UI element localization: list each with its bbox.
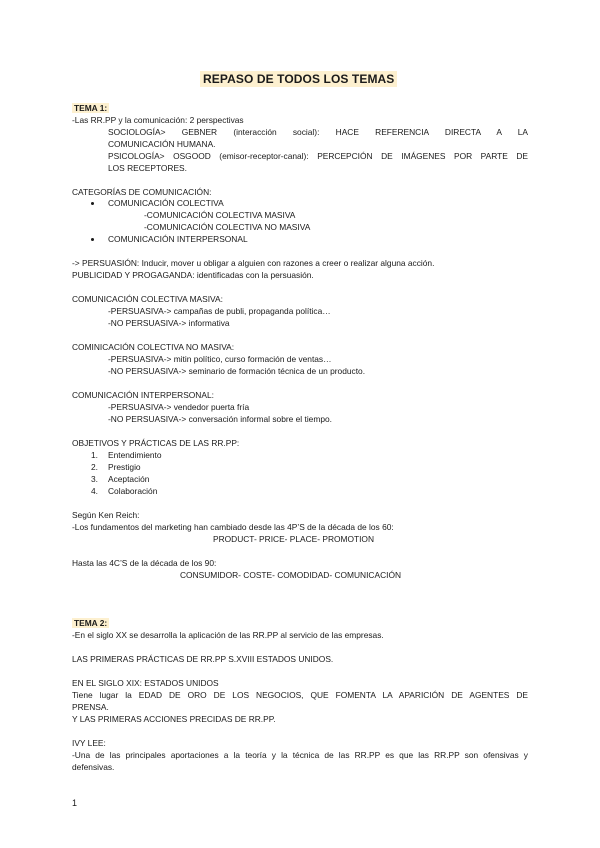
categoria-no-masiva: -COMUNICACIÓN COLECTIVA NO MASIVA <box>144 222 311 232</box>
objetivo-number: 4. <box>91 486 98 496</box>
primeras-practicas: LAS PRIMERAS PRÁCTICAS DE RR.PP S.XVIII ESTADOS UNIDOS. <box>72 654 334 664</box>
reich-heading: Según Ken Reich: <box>72 510 140 520</box>
no-masiva-no-persuasiva: -NO PERSUASIVA-> seminario de formación técnica de un producto. <box>108 366 366 376</box>
page-number: 1 <box>72 798 78 808</box>
psicologia-line-1: PSICOLOGÍA> OSGOOD (emisor-receptor-canal): PERCEPCIÓN DE IMÁGENES POR PARTE DE <box>108 151 528 161</box>
tema2-heading <box>72 618 109 628</box>
four-p-line: PRODUCT- PRICE- PLACE- PROMOTION <box>213 534 374 544</box>
interpersonal-heading: COMUNICACIÓN INTERPERSONAL: <box>72 390 214 400</box>
objetivo-item: Entendimiento <box>108 450 162 460</box>
publicidad-line: PUBLICIDAD Y PROGAGANDA: identificadas con la persuasión. <box>72 270 314 280</box>
masiva-no-persuasiva: -NO PERSUASIVA-> informativa <box>108 318 230 328</box>
bullet-icon <box>91 238 94 241</box>
hasta-line: Hasta las 4C’S de la década de los 90: <box>72 558 217 568</box>
objetivos-heading: OBJETIVOS Y PRÁCTICAS DE LAS RR.PP: <box>72 438 240 448</box>
objetivo-number: 3. <box>91 474 98 484</box>
no-masiva-heading: COMINICACIÓN COLECTIVA NO MASIVA: <box>72 342 235 352</box>
tema1-heading <box>72 103 109 113</box>
interpersonal-persuasiva: -PERSUASIVA-> vendedor puerta fría <box>108 402 250 412</box>
categoria-colectiva: COMUNICACIÓN COLECTIVA <box>108 198 224 208</box>
edad-oro-line-1: Tiene lugar la EDAD DE ORO DE LOS NEGOCIOS, QUE FOMENTA LA APARICIÓN DE AGENTES DE <box>72 690 528 700</box>
tema1-heading-text: TEMA 1: <box>74 103 108 113</box>
ivy-lee-line-1: -Una de las principales aportaciones a la teoría y la técnica de las RR.PP es que las RR.PP son ofensivas y <box>72 750 528 760</box>
tema1-intro: -Las RR.PP y la comunicación: 2 perspectivas <box>72 115 244 125</box>
primeras-acciones: Y LAS PRIMERAS ACCIONES PRECIDAS DE RR.PP. <box>72 714 276 724</box>
objetivo-number: 1. <box>91 450 98 460</box>
edad-oro-line-2: PRENSA. <box>72 702 109 712</box>
sociologia-line-1: SOCIOLOGÍA> GEBNER (interacción social): HACE REFERENCIA DIRECTA A LA <box>108 127 528 137</box>
tema2-heading-text: TEMA 2: <box>74 618 108 628</box>
objetivo-item: Colaboración <box>108 486 158 496</box>
masiva-persuasiva: -PERSUASIVA-> campañas de publi, propaganda política… <box>108 306 331 316</box>
sociologia-line-2: COMUNICACIÓN HUMANA. <box>108 139 216 149</box>
no-masiva-persuasiva: -PERSUASIVA-> mitin político, curso formación de ventas… <box>108 354 332 364</box>
masiva-heading: COMUNICACIÓN COLECTIVA MASIVA: <box>72 294 223 304</box>
categorias-heading: CATEGORÍAS DE COMUNICACIÓN: <box>72 187 212 197</box>
persuasion-definition: -> PERSUASIÓN: Inducir, mover u obligar a alguien con razones a creer o realizar alguna acción. <box>72 258 435 268</box>
page-title: REPASO DE TODOS LOS TEMAS <box>200 71 397 87</box>
siglo-xx-line: -En el siglo XX se desarrolla la aplicación de las RR.PP al servicio de las empresas. <box>72 630 384 640</box>
objetivo-number: 2. <box>91 462 98 472</box>
categoria-masiva: -COMUNICACIÓN COLECTIVA MASIVA <box>144 210 296 220</box>
bullet-icon <box>91 202 94 205</box>
interpersonal-no-persuasiva: -NO PERSUASIVA-> conversación informal sobre el tiempo. <box>108 414 332 424</box>
ivy-lee-line-2: defensivas. <box>72 762 115 772</box>
objetivo-item: Prestigio <box>108 462 141 472</box>
ivy-lee-heading: IVY LEE: <box>72 738 106 748</box>
reich-text: -Los fundamentos del marketing han cambiado desde las 4P’S de la década de los 60: <box>72 522 394 532</box>
categoria-interpersonal: COMUNICACIÓN INTERPERSONAL <box>108 234 248 244</box>
psicologia-line-2: LOS RECEPTORES. <box>108 163 187 173</box>
siglo-xix-line: EN EL SIGLO XIX: ESTADOS UNIDOS <box>72 678 219 688</box>
objetivo-item: Aceptación <box>108 474 150 484</box>
four-c-line: CONSUMIDOR- COSTE- COMODIDAD- COMUNICACIÓN <box>180 570 402 580</box>
